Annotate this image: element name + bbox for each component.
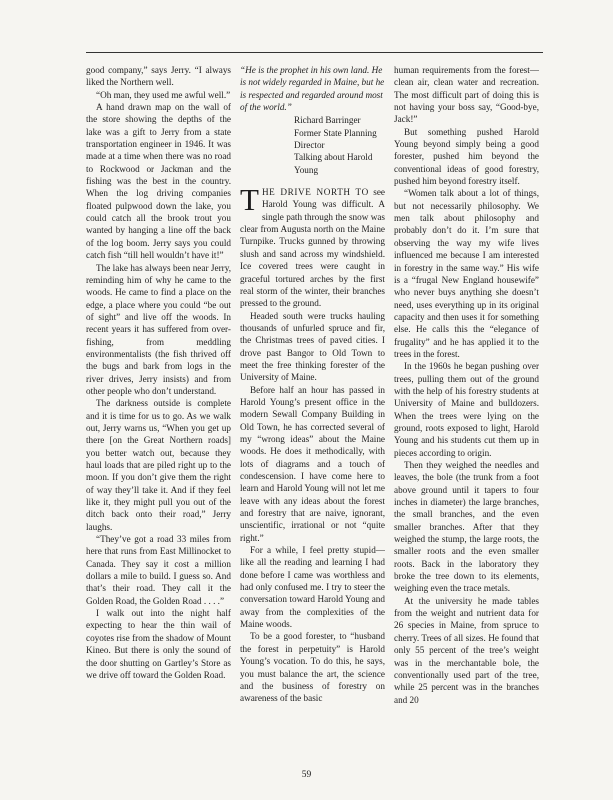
paragraph: But something pushed Harold Young beyond simply being a good forester, pushed him beyond the conventional ideas of good forestry, pushed him beyond forestry itself.: [394, 126, 539, 187]
paragraph: good company,” says Jerry. “I always liked the Northern well.: [86, 65, 231, 88]
paragraph: “Oh man, they used me awful well.”: [96, 89, 231, 100]
paragraph: A hand drawn map on the wall of the store showing the depths of the lake was a gift to Jerry from a state transportation engineer in 1946. It was made at a time when there was no road to Rockwood or Jackman and the fishing was the best in the country. When the log driving companies floated pulpwood down the lake, you could catch all the brook trout you wanted by hanging a line off the back of the log boom. Jerry says you could catch fish “till hell wouldn’t have it!”: [86, 102, 231, 261]
paragraph: The darkness outside is complete and it is time for us to go. As we walk out, Jerry warns us, “When you get up there [on the Great Northern roads] you better watch out, because they haul loads that are piled right up to the moon. If you don’t give them the right of way they’ll take it. And if they feel like it, they might pull you out of the ditch back onto their road,” Jerry laughs.: [86, 398, 231, 532]
paragraph: For a while, I feel pretty stupid—like all the reading and learning I had done before I came was worthless and had only confused me. I try to steer the conversation toward Harold Young and away from the complexities of the Maine woods.: [240, 545, 385, 630]
paragraph: At the university he made tables from the weight and nutrient data for 26 species in Maine, from spruce to cherry. Trees of all sizes. He found that only 55 percent of the tree’s weight was in the merchantable bole, the conventionally used part of the tree, while 25 percent was in the branches and 20: [394, 595, 539, 705]
paragraph: Headed south were trucks hauling thousands of unfurled spruce and fir, the Christmas trees of paved cities. I drove past Bangor to Old Town to meet the free thinking forester of the University of Maine.: [240, 310, 385, 383]
paragraph: “Women talk about a lot of things, but not necessarily philosophy. We men talk about philosophy and probably don’t do it. I’m sure that observing the way my wife lives influenced me because I am interested in forestry in the same way.” His wife is a “frugal New England housewife” who never buys anything she doesn’t need, uses everything up in its original capacity and then uses it for something else. He calls this the “elegance of frugality” and he has applied it to the trees in the forest.: [394, 188, 539, 359]
paragraph: Then they weighed the needles and leaves, the bole (the trunk from a foot above ground until it tapers to four inches in diameter) the large branches, the small branches, and the even smaller branches. After that they weighed the stump, the large roots, the smaller roots and the even smaller roots. Back in the laboratory they broke the tree down to its elements, weighing even the trace metals.: [394, 460, 539, 594]
opening-paragraph: [240, 182, 385, 309]
lead-in-text: see Harold Young was difficult. A single path through the snow was clear from Augusta north on the Maine Turnpike. Trucks gunned by throwing slush and sand across my windshield. Ice covered trees were caught in graceful tortured arches by the first real storm of the winter, their branches pressed to the ground.: [240, 187, 385, 309]
top-rule: [86, 52, 543, 53]
paragraph: I walk out into the night half expecting to hear the thin wail of coyotes rise from the shadow of Mount Kineo. But there is only the sound of the door shutting on Gartley’s Store as we drive off toward the Golden Road.: [86, 608, 231, 680]
drop-cap: T: [240, 182, 259, 218]
paragraph: The lake has always been near Jerry, reminding him of why he came to the woods. He came to find a place on the edge, a place where you could “be out of sight” and live off the woods. In recent years it has suffered from over-fishing, from meddling environmentalists (the fish thrived off the bugs and bark from logs in the river drives, Jerry insists) and from other people who don’t understand.: [86, 262, 231, 396]
paragraph: To be a good forester, to “husband the forest in perpetuity” is Harold Young’s vocation. To do this, he says, you must balance the art, the science and the business of forestry on awareness of the basic: [240, 631, 385, 704]
page-number: 59: [301, 770, 312, 780]
column-3: [394, 64, 539, 706]
attribution-line: Director: [294, 140, 325, 151]
attribution-line: Richard Barringer: [294, 115, 361, 126]
paragraph: human requirements from the forest—clean air, clean water and recreation. The most difficult part of doing this is not having your boss say, “Good-bye, Jack!”: [394, 65, 539, 125]
pull-quote: “He is the prophet in his own land. He is not widely regarded in Maine, but he is respected and regarded around most of the world.”: [240, 65, 385, 113]
paragraph: In the 1960s he began pushing over trees, pulling them out of the ground with the help of his forestry students at University of Maine and bulldozers. When the trees were lying on the ground, roots exposed to light, Harold Young and his students cut them up in pieces according to origin.: [394, 361, 539, 458]
attribution-line: Talking about Harold: [294, 152, 373, 163]
lead-in-caps: HE DRIVE NORTH TO: [261, 187, 369, 198]
column-2: [240, 64, 385, 705]
quote-attribution: [294, 114, 385, 176]
attribution-line: Young: [294, 164, 319, 175]
attribution-line: Former State Planning: [294, 127, 377, 138]
paragraph: “They’ve got a road 33 miles from here that runs from East Millinocket to Canada. They say it cost a million dollars a mile to build. I guess so. And that’s their road. They call it the Golden Road, the Golden Road . . . .”: [86, 534, 231, 606]
column-1: [86, 64, 231, 681]
paragraph: Before half an hour has passed in Harold Young’s present office in the modern Sewall Company Building in Old Town, he has corrected several of my “wrong ideas” about the Maine woods. He does it methodically, with lots of diagrams and a touch of condescension. I have come here to learn and Harold Young will not let me leave with any ideas about the forest and forestry that are naive, ignorant, unscientific, irrational or not “quite right.”: [240, 384, 385, 543]
